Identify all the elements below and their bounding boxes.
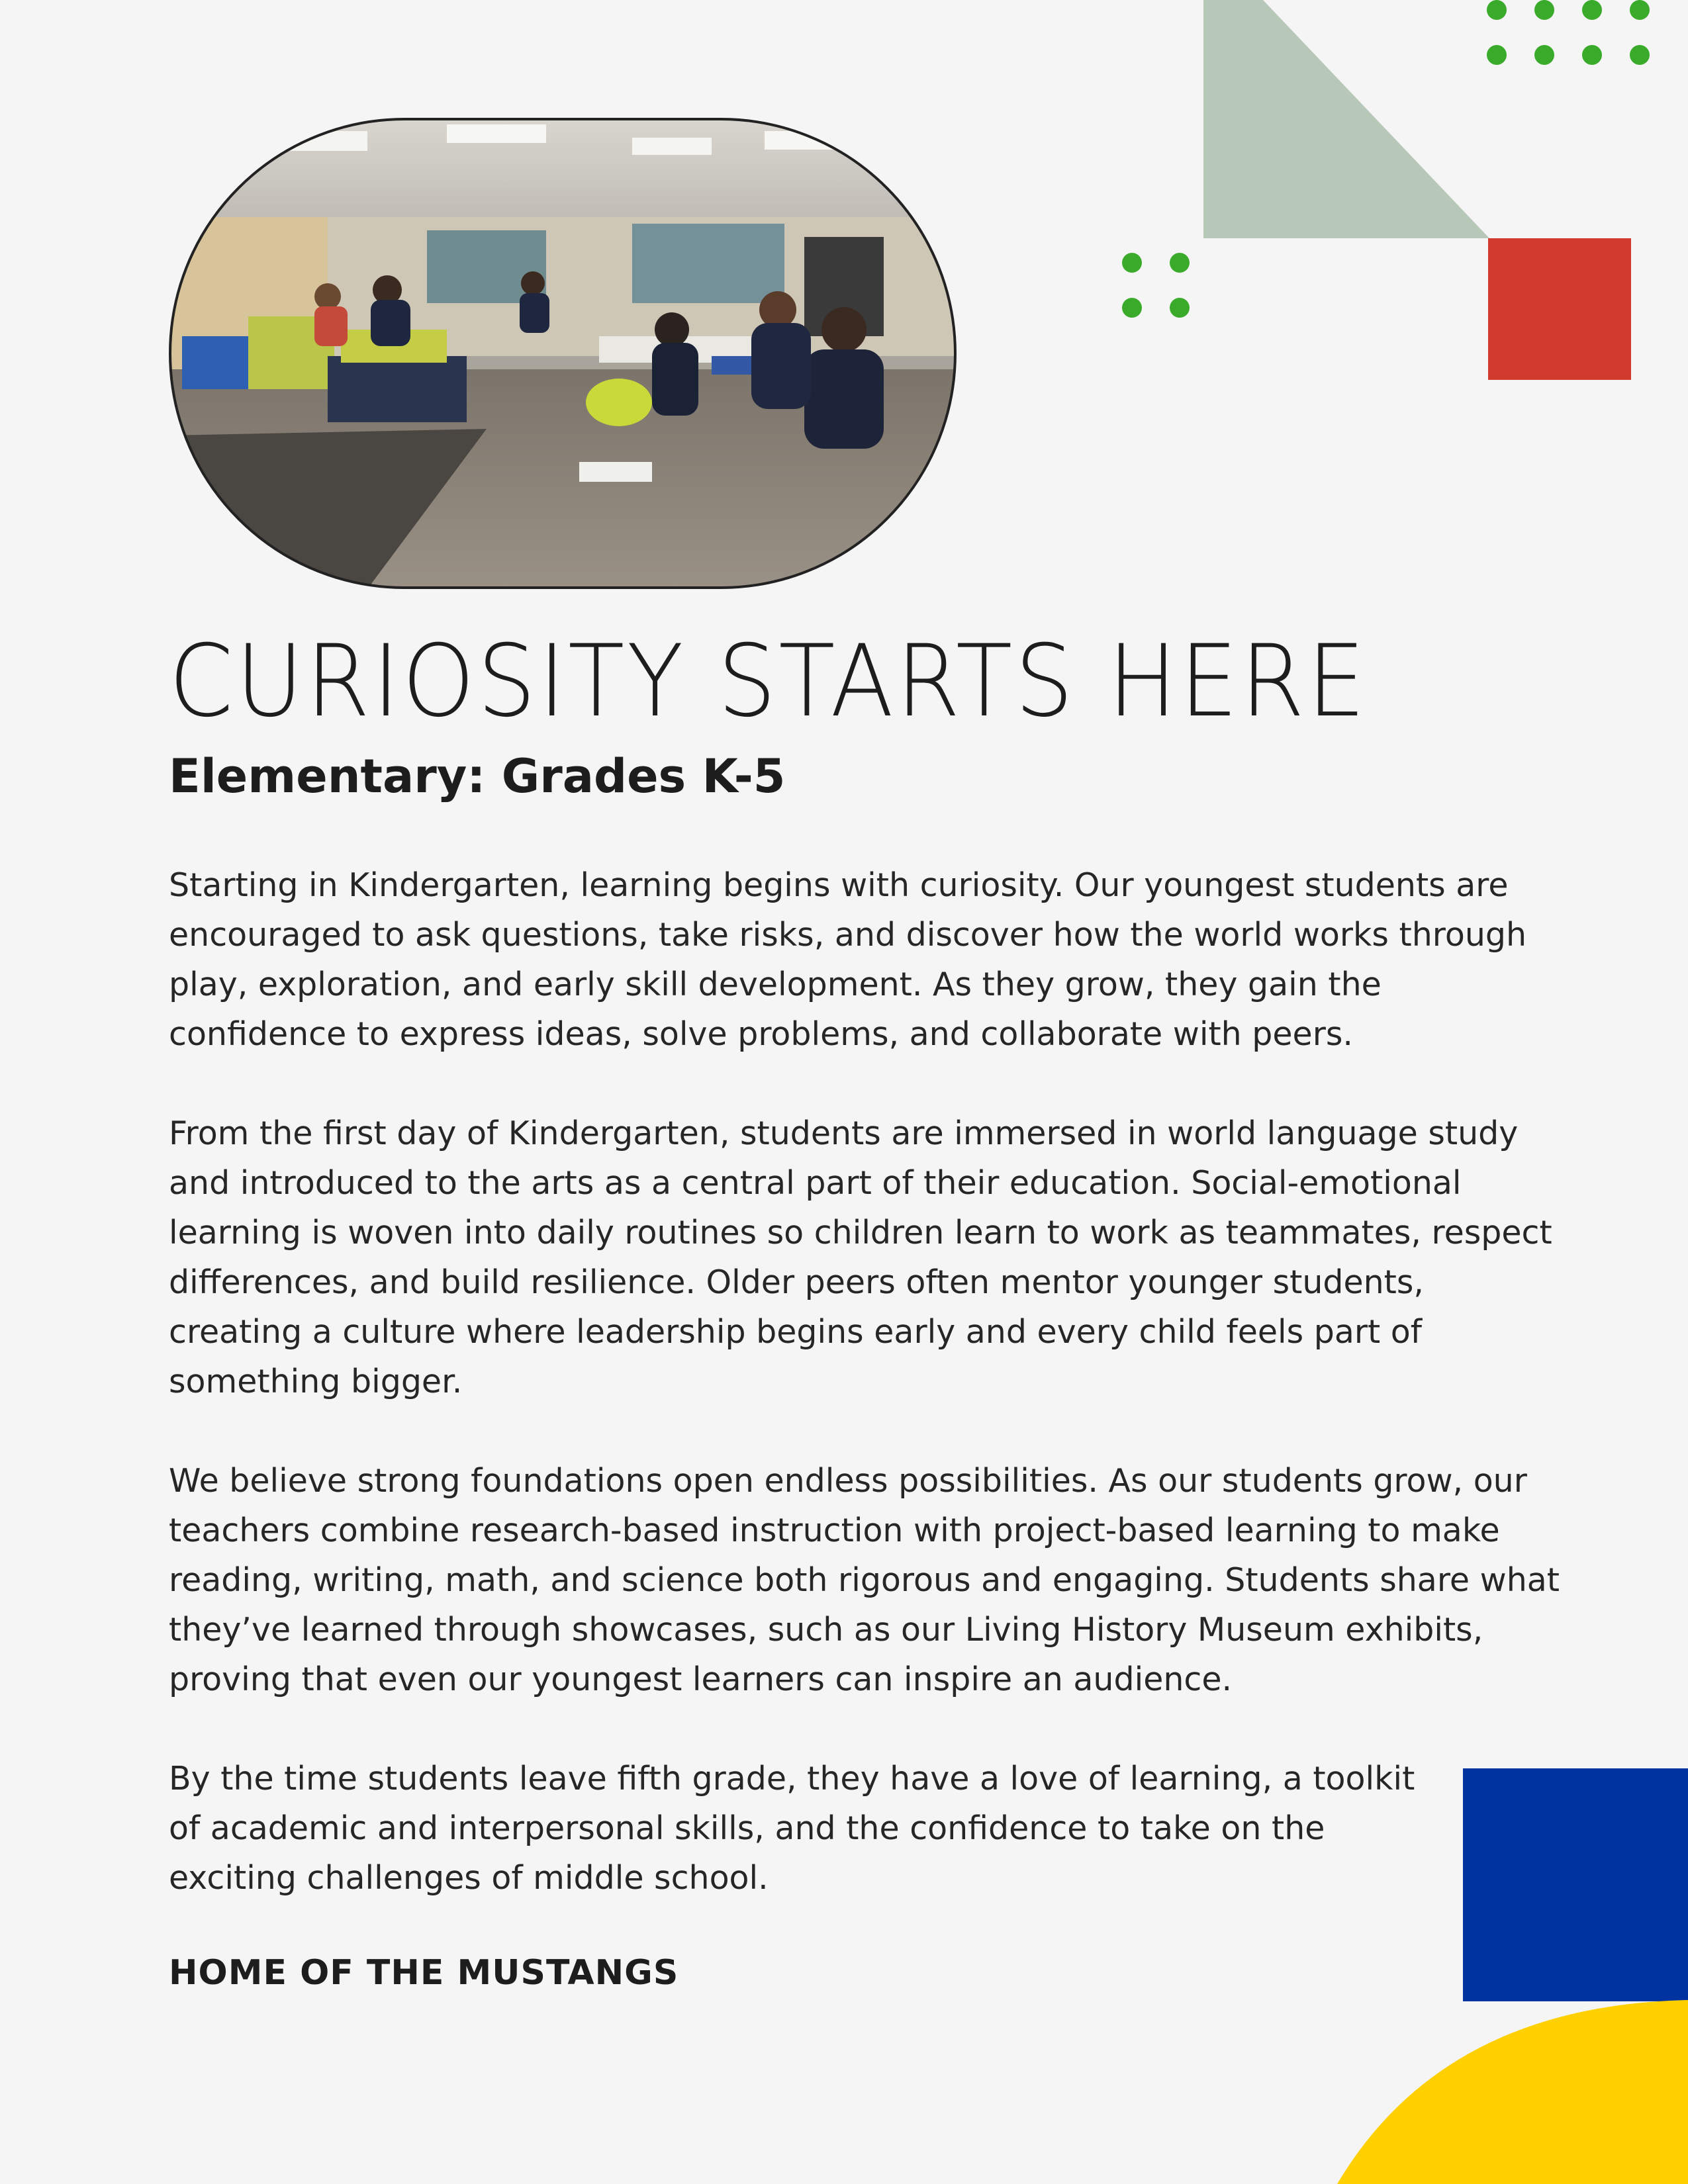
paragraph-3: We believe strong foundations open endless possibilities. As our students grow, our teachers combine research-based instruction with project-based learning to make reading, writing, math, and science both rigorous and engaging. Students share what they’ve learned through showcases, such as our Living History Museum exhibits, proving that even our youngest learners can inspire an audience.	[169, 1462, 1560, 1698]
decorative-dots-middle	[1122, 253, 1195, 319]
paragraph-1: Starting in Kindergarten, learning begins with curiosity. Our youngest students are encouraged to ask questions, take risks, and discover how the world works through play, exploration, and early skill development. As they grow, they gain the confidence to express ideas, solve problems, and collaborate with peers.	[169, 866, 1527, 1053]
body-text	[169, 860, 1566, 1952]
tagline: HOME OF THE MUSTANGS	[169, 1953, 679, 1993]
decorative-yellow-arc	[1324, 1999, 1688, 2184]
decorative-red-square	[1488, 238, 1631, 380]
page-title: CURIOSITY STARTS HERE	[169, 624, 1368, 739]
paragraph-2: From the first day of Kindergarten, students are immersed in world language study and introduced to the arts as a central part of their education. Social-emotional learning is woven into daily routines so children learn to work as teammates, respect differences, and build resilience. Older peers often mentor younger students, creating a culture where leadership begins early and every child feels part of something bigger.	[169, 1115, 1552, 1400]
paragraph-4: By the time students leave fifth grade, they have a love of learning, a toolkit of academic and interpersonal skills, and the confidence to take on the exciting challenges of middle school.	[169, 1760, 1415, 1897]
decorative-dots-top	[1487, 0, 1685, 66]
page-subtitle: Elementary: Grades K-5	[169, 749, 786, 803]
decorative-triangle	[1203, 0, 1489, 238]
classroom-photo	[169, 118, 957, 589]
